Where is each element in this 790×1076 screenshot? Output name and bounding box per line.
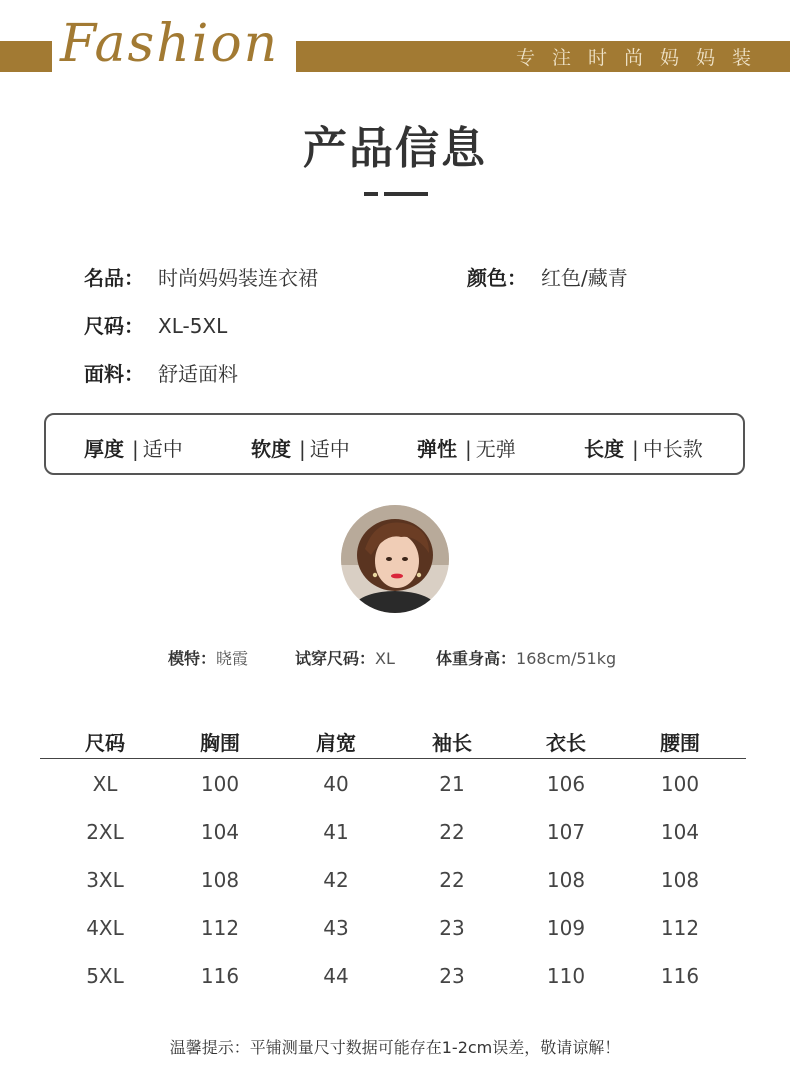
table-cell: 116 [200, 964, 240, 988]
model-size-value: XL [375, 649, 395, 668]
table-cell: 100 [660, 772, 700, 796]
table-cell: 100 [200, 772, 240, 796]
table-cell: 107 [546, 820, 586, 844]
table-cell: 112 [660, 916, 700, 940]
table-header-shoulder: 肩宽 [316, 731, 356, 755]
table-cell: 110 [546, 964, 586, 988]
attribute-value: 无弹 [475, 437, 516, 461]
model-name-value: 晓霞 [216, 649, 249, 668]
product-color-label: 颜色： [467, 266, 527, 290]
table-header-length: 衣长 [546, 731, 586, 755]
title-divider-short [364, 192, 378, 196]
table-cell: XL [92, 772, 118, 796]
table-cell: 44 [323, 964, 349, 988]
product-name-value: 时尚妈妈装连衣裙 [158, 266, 318, 290]
table-header-waist: 腰围 [660, 731, 700, 755]
attribute-value: 中长款 [642, 437, 703, 461]
model-body-label: 体重身高： [436, 649, 517, 668]
table-cell: 112 [200, 916, 240, 940]
measurement-note: 温馨提示：平铺测量尺寸数据可能存在1-2cm误差，敬请谅解！ [169, 1038, 621, 1057]
header-band-left [0, 41, 52, 72]
table-cell: 106 [546, 772, 586, 796]
attribute-label: 弹性 [417, 437, 457, 461]
attribute-label: 软度 [251, 437, 291, 461]
table-cell: 104 [660, 820, 700, 844]
table-header-sleeve: 袖长 [432, 731, 472, 755]
attribute-value: 适中 [142, 437, 183, 461]
product-name-label: 名品： [84, 266, 144, 290]
table-cell: 104 [200, 820, 240, 844]
model-body-value: 168cm/51kg [516, 649, 617, 668]
header-band-right [296, 41, 790, 72]
table-cell: 43 [323, 916, 349, 940]
table-cell: 41 [323, 820, 349, 844]
attribute-box [44, 413, 745, 475]
attribute-label: 厚度 [84, 437, 124, 461]
model-avatar [341, 505, 449, 613]
table-cell: 116 [660, 964, 700, 988]
product-fabric-row [84, 358, 238, 387]
product-fabric-value: 舒适面料 [158, 362, 238, 386]
model-body [436, 646, 616, 669]
attribute-softness: 软度 | 适中 [251, 437, 350, 461]
attribute-label: 长度 [584, 437, 624, 461]
table-cell: 109 [546, 916, 586, 940]
product-color-row [467, 262, 628, 291]
table-cell: 3XL [86, 868, 124, 892]
table-cell: 23 [439, 964, 465, 988]
table-cell: 108 [546, 868, 586, 892]
table-cell: 108 [200, 868, 240, 892]
table-cell: 4XL [86, 916, 124, 940]
page-title: 产品信息 [303, 123, 487, 174]
model-size-label: 试穿尺码： [295, 649, 376, 668]
table-header-chest: 胸围 [200, 731, 240, 755]
attribute-elasticity: 弹性 | 无弹 [417, 437, 516, 461]
table-cell: 108 [660, 868, 700, 892]
product-fabric-label: 面料： [84, 362, 144, 386]
table-cell: 2XL [86, 820, 124, 844]
product-size-row [84, 310, 227, 339]
product-color-value: 红色/藏青 [541, 266, 628, 290]
table-cell: 40 [323, 772, 349, 796]
model-size [295, 646, 395, 669]
header-slogan: 专注时尚妈妈装 [515, 47, 768, 69]
table-cell: 23 [439, 916, 465, 940]
model-name-label: 模特： [168, 649, 217, 668]
table-header-size: 尺码 [85, 731, 125, 755]
table-cell: 21 [439, 772, 465, 796]
product-size-label: 尺码： [84, 314, 144, 338]
attribute-thickness: 厚度 | 适中 [84, 437, 183, 461]
attribute-length: 长度 | 中长款 [584, 437, 703, 461]
table-cell: 22 [439, 868, 465, 892]
title-divider-long [384, 192, 428, 196]
product-size-value: XL-5XL [158, 314, 228, 338]
product-name-row [84, 262, 318, 291]
model-name [168, 646, 248, 669]
table-cell: 22 [439, 820, 465, 844]
table-cell: 42 [323, 868, 349, 892]
table-header-divider [40, 758, 746, 759]
attribute-value: 适中 [309, 437, 350, 461]
model-portrait-image [341, 505, 449, 613]
fashion-logo: Fashion [60, 14, 280, 74]
table-cell: 5XL [86, 964, 124, 988]
